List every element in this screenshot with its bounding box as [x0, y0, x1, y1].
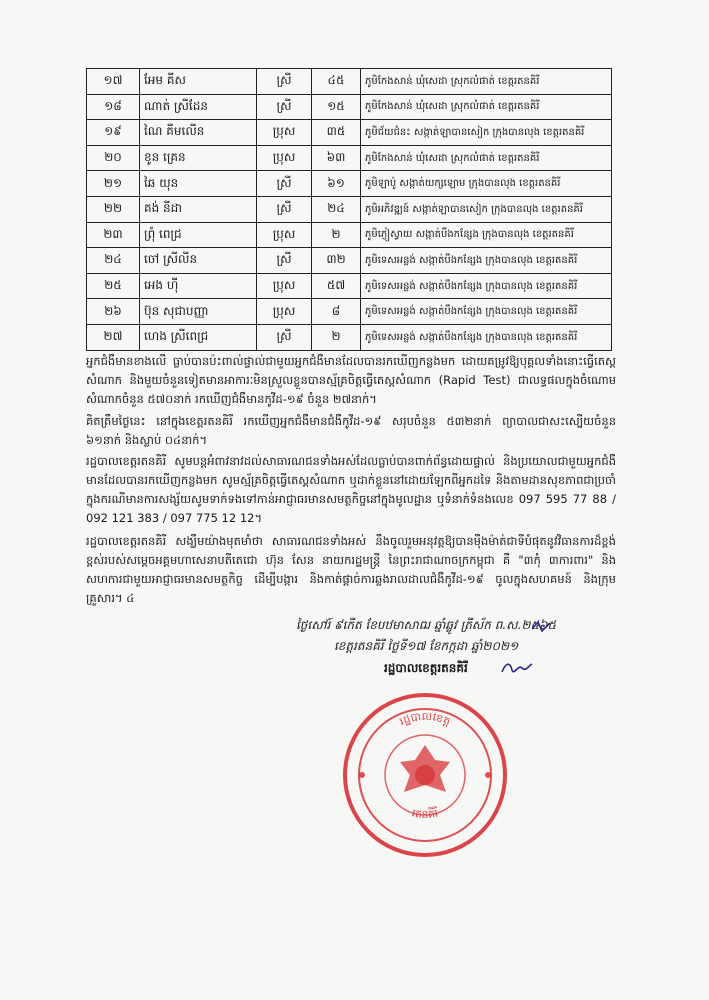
row-address: ភូមិទេសអន្លង់ សង្កាត់បឹងកន្សែង ក្រុងបានលុង ខេត្តរតនគិរី: [361, 299, 612, 325]
table-row: [87, 324, 612, 350]
row-name: ខូន គ្រេន: [140, 145, 257, 171]
row-age: ៥៧: [312, 273, 361, 299]
row-age: ២៤: [312, 196, 361, 222]
row-name: ព្រុំ ពេជ្រ: [140, 222, 257, 248]
row-sex: ស្រី: [257, 69, 312, 95]
row-sex: ស្រី: [257, 94, 312, 120]
paragraph-test-results: អ្នកជំងឺមានខាងលើ ធ្លាប់បានប៉ះពាល់ផ្ទាល់ជាមួយអ្នកជំងឺមានដែលបានរកឃើញកន្លងមក ដោយគម្រូវឱ្យបុគ្គលទាំងនោះធ្វើតេស្តសំណាក និងមួយចំនួនទៀតមានអាការៈមិនស្រួលខ្លួនបានស្ម័គ្រចិត្តធ្វើតេស្តសំណាក (Rapid Test) ជាលទ្ធផលក្នុងចំណោមសំណាកចំនួន ៥៧០នាក់ រកឃើញជំងឺមានកូវីដ-១៩ ចំនួន ២៧នាក់។: [86, 354, 616, 406]
row-age: ៦១: [312, 171, 361, 197]
row-age: ៦៣: [312, 145, 361, 171]
row-address: ភូមិទេសអន្លង់ សង្កាត់បឹងកន្សែង ក្រុងបានលុង ខេត្តរតនគិរី: [361, 273, 612, 299]
row-name: ចៅ ស្រីលីន: [140, 248, 257, 274]
row-name: ហេង ស្រីពេជ្រ: [140, 324, 257, 350]
lunar-date: ថ្ងៃសៅរ៍ ៩កើត ខែបឋមាសាឍ ឆ្នាំឆ្លូវ ត្រីស័ក ព.ស.២៥៦៥: [296, 618, 556, 632]
row-number: ២០: [87, 145, 140, 171]
row-name: អេង ហ៊ី: [140, 273, 257, 299]
official-seal-icon: [340, 690, 510, 860]
row-name: ណាត់ ស្រីដែន: [140, 94, 257, 120]
row-address: ភូមិជ័យជំនះ សង្កាត់ឡាបានសៀក ក្រុងបានលុង ខេត្តរតនគិរី: [361, 120, 612, 146]
row-name: ណៃ គីមលើន: [140, 120, 257, 146]
row-address: ភូមិឡាប៉ូ សង្កាត់យក្សឡោម ក្រុងបានលុង ខេត្តរតនគិរី: [361, 171, 612, 197]
table-row: [87, 248, 612, 274]
row-number: ១៩: [87, 120, 140, 146]
row-sex: ស្រី: [257, 171, 312, 197]
row-age: ២: [312, 324, 361, 350]
row-sex: ស្រី: [257, 196, 312, 222]
row-sex: ប្រុស: [257, 299, 312, 325]
row-age: ៨: [312, 299, 361, 325]
row-age: ៤៥: [312, 69, 361, 95]
paragraph-appeal: រដ្ឋបាលខេត្តរតនគិរី សូមបន្តអំពាវនាវដល់សាធារណជនទាំងអស់ដែលធ្លាប់បានពាក់ព័ន្ធដោយផ្ទាល់ និងប្រយោលជាមួយអ្នកជំងឺមានដែលបានរកឃើញកន្លងមក សូមស្ម័គ្រចិត្តធ្វើតេស្តសំណាក ឬដាក់ខ្លួននៅដោយឡែកពីអ្នកដទៃ និងតាមដានសុខភាពជាប្រចាំ ក្នុងករណីមានការសង្ស័យសូមទាក់ទងទៅកាន់អាជ្ញាធរមានសមត្ថកិច្ចនៅក្នុងមូលដ្ឋាន ឬទំនាក់ទំនងលេខ 097 595 77 88 / 092 121 383 / 097 775 12 12។: [86, 454, 616, 525]
row-name: អែម គីស: [140, 69, 257, 95]
cases-table: [86, 68, 612, 351]
row-sex: ស្រី: [257, 248, 312, 274]
table-row: [87, 94, 612, 120]
row-address: ភូមិទេសអន្លង់ សង្កាត់បឹងកន្សែង ក្រុងបានលុង ខេត្តរតនគិរី: [361, 248, 612, 274]
row-age: ៣៥: [312, 120, 361, 146]
row-age: ១៥: [312, 94, 361, 120]
row-address: ភូមិកែងសាន់ ឃុំសេដា ស្រុកលំផាត់ ខេត្តរតនគិរី: [361, 145, 612, 171]
table-row: [87, 222, 612, 248]
row-number: ២៧: [87, 324, 140, 350]
table-row: [87, 145, 612, 171]
handwritten-mark-icon: [530, 619, 556, 635]
table-row: [87, 299, 612, 325]
row-number: ១៨: [87, 94, 140, 120]
row-sex: ប្រុស: [257, 222, 312, 248]
row-address: ភូមិទេសអន្លង់ សង្កាត់បឹងកន្សែង ក្រុងបានលុង ខេត្តរតនគិរី: [361, 324, 612, 350]
row-number: ២៣: [87, 222, 140, 248]
row-age: ៣២: [312, 248, 361, 274]
row-number: ២៥: [87, 273, 140, 299]
seal-top-text: រដ្ឋបាលខេត្ត: [397, 709, 453, 729]
paragraph-measures: រដ្ឋបាលខេត្តរតនគិរី សង្ឃឹមយ៉ាងមុតមាំថា សាធារណជនទាំងអស់ នឹងចូលរួមអនុវត្តឱ្យបានម៉ឺងម៉ាត់ជាទីបំផុតនូវវិធានការដ៏ខ្ពង់ខ្ពស់របស់សម្តេចអគ្គមហាសេនាបតីតេជោ ហ៊ុន សែន នាយករដ្ឋមន្ត្រី នៃព្រះរាជាណាចក្រកម្ពុជា គឺ "៣កុំ ៣ការពារ" និងសហការជាមួយអាជ្ញាធរមានសមត្ថកិច្ច ដើម្បីបង្ការ និងកាត់ផ្តាច់ការឆ្លងរាលដាលជំងឺកូវីដ-១៩ ចូលក្នុងសហគមន៍ និងក្រុមគ្រួសារ។ ៤: [86, 534, 616, 605]
row-number: ២៦: [87, 299, 140, 325]
row-sex: ប្រុស: [257, 145, 312, 171]
row-address: ភូមិភ្ញៀស្វាយ សង្កាត់បឹងកន្សែង ក្រុងបានលុង ខេត្តរតនគិរី: [361, 222, 612, 248]
row-number: ១៧: [87, 69, 140, 95]
seal-bottom-text: រតនគិរី: [410, 806, 440, 821]
solar-date: ខេត្តរតនគិរី ថ្ងៃទី១៧ ខែកក្កដា ឆ្នាំ២០២១: [334, 639, 519, 653]
row-number: ២២: [87, 196, 140, 222]
row-number: ២១: [87, 171, 140, 197]
row-sex: ប្រុស: [257, 273, 312, 299]
row-address: ភូមិកែងសាន់ ឃុំសេដា ស្រុកលំផាត់ ខេត្តរតនគិរី: [361, 94, 612, 120]
table-row: [87, 171, 612, 197]
row-sex: ស្រី: [257, 324, 312, 350]
row-name: ឆៃ យុន: [140, 171, 257, 197]
signature-icon: [500, 660, 534, 676]
table-row: [87, 196, 612, 222]
paragraph-totals: គិតត្រឹមថ្ងៃនេះ នៅក្នុងខេត្តរតនគិរី រកឃើញអ្នកជំងឺមានជំងឺកូវីដ-១៩ សរុបចំនួន ៥៣២នាក់ ព្យាបាលជាសះស្បើយចំនួន ៦១នាក់ និងស្លាប់ ០៤នាក់។: [86, 414, 616, 447]
cases-table-body: [87, 69, 612, 351]
table-row: [87, 69, 612, 95]
table-row: [87, 273, 612, 299]
signer-title: រដ្ឋបាលខេត្តរតនគិរី: [384, 661, 468, 675]
row-sex: ប្រុស: [257, 120, 312, 146]
row-name: ប៊ុន សុជាបញ្ញា: [140, 299, 257, 325]
row-name: គង់ នីដា: [140, 196, 257, 222]
table-row: [87, 120, 612, 146]
row-number: ២៤: [87, 248, 140, 274]
row-address: ភូមិអភិវឌ្ឍន៍ សង្កាត់ឡាបានសៀក ក្រុងបានលុង ខេត្តរតនគិរី: [361, 196, 612, 222]
row-address: ភូមិកែងសាន់ ឃុំសេដា ស្រុកលំផាត់ ខេត្តរតនគិរី: [361, 69, 612, 95]
row-age: ២: [312, 222, 361, 248]
